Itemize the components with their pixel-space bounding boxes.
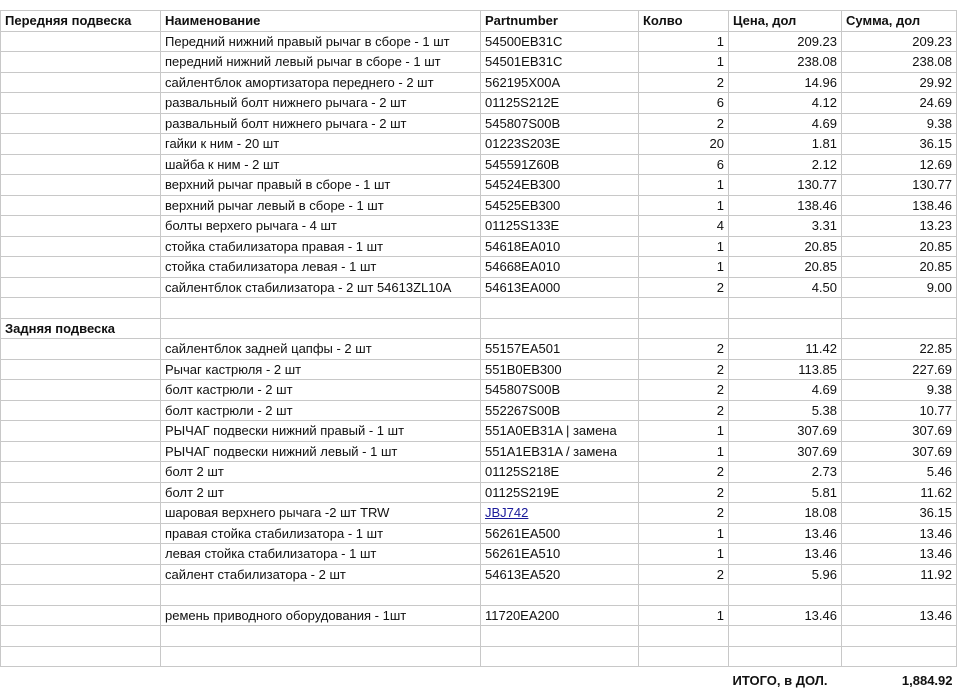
sum-cell[interactable]: 11.92 xyxy=(842,564,957,585)
partnumber-cell[interactable]: 562195X00A xyxy=(481,72,639,93)
section-cell[interactable] xyxy=(1,544,161,565)
name-cell[interactable]: гайки к ним - 20 шт xyxy=(161,134,481,155)
sum-cell[interactable]: 307.69 xyxy=(842,421,957,442)
qty-cell[interactable]: 1 xyxy=(639,52,729,73)
sum-cell[interactable]: 130.77 xyxy=(842,175,957,196)
qty-cell[interactable]: 4 xyxy=(639,216,729,237)
partnumber-cell[interactable]: 54501EB31C xyxy=(481,52,639,73)
section-cell[interactable] xyxy=(1,482,161,503)
price-cell[interactable]: 2.73 xyxy=(729,462,842,483)
table-body xyxy=(1,11,957,693)
empty-cell[interactable] xyxy=(842,298,957,319)
partnumber-cell[interactable]: 01125S133E xyxy=(481,216,639,237)
qty-cell[interactable]: 20 xyxy=(639,134,729,155)
name-cell[interactable]: Передний нижний правый рычаг в сборе - 1 шт xyxy=(161,31,481,52)
name-cell[interactable]: сайлентблок амортизатора переднего - 2 шт xyxy=(161,72,481,93)
table-row xyxy=(1,257,957,278)
section-cell[interactable] xyxy=(1,523,161,544)
section-cell[interactable] xyxy=(1,216,161,237)
section-cell[interactable] xyxy=(1,93,161,114)
qty-cell[interactable]: 2 xyxy=(639,482,729,503)
name-cell[interactable]: правая стойка стабилизатора - 1 шт xyxy=(161,523,481,544)
empty-row xyxy=(1,298,957,319)
empty-cell[interactable] xyxy=(842,626,957,647)
header-cell-qty[interactable]: Колво xyxy=(639,11,729,32)
qty-cell[interactable]: 6 xyxy=(639,154,729,175)
qty-cell[interactable]: 6 xyxy=(639,93,729,114)
qty-cell[interactable]: 2 xyxy=(639,113,729,134)
sum-cell[interactable]: 22.85 xyxy=(842,339,957,360)
qty-cell[interactable]: 1 xyxy=(639,175,729,196)
section-row-rear xyxy=(1,318,957,339)
empty-cell[interactable] xyxy=(639,626,729,647)
partnumber-cell[interactable]: 01223S203E xyxy=(481,134,639,155)
partnumber-cell[interactable]: 54500EB31C xyxy=(481,31,639,52)
empty-cell[interactable] xyxy=(639,298,729,319)
name-cell[interactable]: болт кастрюли - 2 шт xyxy=(161,400,481,421)
name-cell[interactable]: передний нижний левый рычаг в сборе - 1 шт xyxy=(161,52,481,73)
table-row xyxy=(1,380,957,401)
section-cell[interactable] xyxy=(1,359,161,380)
section-cell[interactable] xyxy=(1,113,161,134)
sum-cell[interactable]: 13.46 xyxy=(842,605,957,626)
partnumber-cell[interactable]: 56261EA500 xyxy=(481,523,639,544)
qty-cell[interactable]: 2 xyxy=(639,277,729,298)
empty-cell xyxy=(161,667,481,693)
sum-cell[interactable]: 29.92 xyxy=(842,72,957,93)
sum-cell[interactable]: 9.38 xyxy=(842,380,957,401)
partnumber-cell[interactable]: 54618EA010 xyxy=(481,236,639,257)
sum-cell[interactable]: 227.69 xyxy=(842,359,957,380)
name-cell[interactable]: сайлентблок задней цапфы - 2 шт xyxy=(161,339,481,360)
empty-cell[interactable] xyxy=(842,585,957,606)
header-cell-partnumber[interactable]: Partnumber xyxy=(481,11,639,32)
empty-cell[interactable] xyxy=(639,646,729,667)
partnumber-cell[interactable]: 54668EA010 xyxy=(481,257,639,278)
spreadsheet-table xyxy=(0,10,957,693)
name-cell[interactable]: болт 2 шт xyxy=(161,462,481,483)
sum-cell[interactable]: 24.69 xyxy=(842,93,957,114)
partnumber-cell[interactable]: 54524EB300 xyxy=(481,175,639,196)
section-cell[interactable] xyxy=(1,339,161,360)
header-row xyxy=(1,11,957,32)
qty-cell[interactable]: 1 xyxy=(639,523,729,544)
empty-row xyxy=(1,646,957,667)
sum-cell[interactable]: 13.23 xyxy=(842,216,957,237)
qty-cell[interactable]: 2 xyxy=(639,462,729,483)
table-row xyxy=(1,52,957,73)
section-cell[interactable] xyxy=(1,564,161,585)
table-row xyxy=(1,400,957,421)
section-cell[interactable] xyxy=(1,72,161,93)
name-cell[interactable]: болты верхего рычага - 4 шт xyxy=(161,216,481,237)
partnumber-cell[interactable]: 552267S00B xyxy=(481,400,639,421)
price-cell[interactable]: 209.23 xyxy=(729,31,842,52)
sum-cell[interactable]: 20.85 xyxy=(842,236,957,257)
table-row xyxy=(1,421,957,442)
partnumber-cell[interactable]: 01125S219E xyxy=(481,482,639,503)
partnumber-cell[interactable]: 551A0EB31A | замена xyxy=(481,421,639,442)
empty-cell[interactable] xyxy=(639,585,729,606)
section-cell[interactable] xyxy=(1,503,161,524)
empty-cell[interactable] xyxy=(729,646,842,667)
sum-cell[interactable]: 238.08 xyxy=(842,52,957,73)
partnumber-cell[interactable]: 01125S218E xyxy=(481,462,639,483)
empty-cell[interactable] xyxy=(481,626,639,647)
qty-cell[interactable]: 1 xyxy=(639,195,729,216)
qty-cell[interactable]: 1 xyxy=(639,421,729,442)
empty-cell[interactable] xyxy=(1,646,161,667)
name-cell[interactable]: шаровая верхнего рычага -2 шт TRW xyxy=(161,503,481,524)
sum-cell[interactable]: 36.15 xyxy=(842,503,957,524)
empty-cell[interactable] xyxy=(161,646,481,667)
sum-cell[interactable]: 13.46 xyxy=(842,544,957,565)
name-cell[interactable]: развальный болт нижнего рычага - 2 шт xyxy=(161,113,481,134)
price-cell[interactable]: 13.46 xyxy=(729,605,842,626)
partnumber-cell[interactable]: 11720EA200 xyxy=(481,605,639,626)
qty-cell[interactable]: 2 xyxy=(639,400,729,421)
price-cell[interactable]: 5.38 xyxy=(729,400,842,421)
partnumber-link[interactable]: JBJ742 xyxy=(485,505,528,520)
table-row xyxy=(1,523,957,544)
qty-cell[interactable]: 1 xyxy=(639,441,729,462)
section-cell[interactable] xyxy=(1,257,161,278)
sum-cell[interactable]: 36.15 xyxy=(842,134,957,155)
header-cell-name[interactable]: Наименование xyxy=(161,11,481,32)
header-cell-price[interactable]: Цена, дол xyxy=(729,11,842,32)
qty-cell[interactable]: 1 xyxy=(639,544,729,565)
section-cell[interactable] xyxy=(1,154,161,175)
partnumber-cell[interactable]: 545591Z60B xyxy=(481,154,639,175)
empty-cell xyxy=(481,667,639,693)
empty-cell[interactable] xyxy=(481,585,639,606)
empty-cell[interactable] xyxy=(842,646,957,667)
price-cell[interactable]: 5.81 xyxy=(729,482,842,503)
empty-cell xyxy=(1,667,161,693)
price-cell[interactable]: 4.69 xyxy=(729,113,842,134)
sum-cell[interactable]: 9.00 xyxy=(842,277,957,298)
qty-cell[interactable]: 1 xyxy=(639,236,729,257)
sum-cell[interactable]: 9.38 xyxy=(842,113,957,134)
section-cell[interactable] xyxy=(1,421,161,442)
sum-cell[interactable]: 10.77 xyxy=(842,400,957,421)
sum-cell[interactable]: 5.46 xyxy=(842,462,957,483)
empty-cell[interactable] xyxy=(161,298,481,319)
sum-cell[interactable]: 307.69 xyxy=(842,441,957,462)
name-cell[interactable]: РЫЧАГ подвески нижний правый - 1 шт xyxy=(161,421,481,442)
table-row xyxy=(1,339,957,360)
table-row xyxy=(1,482,957,503)
name-cell[interactable]: Рычаг кастрюля - 2 шт xyxy=(161,359,481,380)
empty-cell xyxy=(639,667,729,693)
empty-row xyxy=(1,626,957,647)
qty-cell[interactable]: 2 xyxy=(639,503,729,524)
section-cell[interactable] xyxy=(1,277,161,298)
sum-cell[interactable]: 13.46 xyxy=(842,523,957,544)
empty-cell[interactable] xyxy=(161,626,481,647)
price-cell[interactable]: 130.77 xyxy=(729,175,842,196)
section-cell[interactable] xyxy=(1,175,161,196)
section-cell[interactable] xyxy=(1,441,161,462)
price-cell[interactable]: 4.12 xyxy=(729,93,842,114)
table-row xyxy=(1,134,957,155)
price-cell[interactable]: 5.96 xyxy=(729,564,842,585)
section-cell[interactable] xyxy=(1,31,161,52)
total-value[interactable]: 1,884.92 xyxy=(842,667,957,693)
section-cell[interactable] xyxy=(1,605,161,626)
table-row xyxy=(1,175,957,196)
price-cell[interactable]: 307.69 xyxy=(729,441,842,462)
table-row xyxy=(1,93,957,114)
table-row xyxy=(1,154,957,175)
empty-cell[interactable] xyxy=(481,298,639,319)
price-cell[interactable]: 2.12 xyxy=(729,154,842,175)
price-cell[interactable]: 20.85 xyxy=(729,257,842,278)
empty-cell[interactable] xyxy=(729,318,842,339)
price-cell[interactable]: 13.46 xyxy=(729,544,842,565)
qty-cell[interactable]: 2 xyxy=(639,564,729,585)
partnumber-cell[interactable]: 54613EA520 xyxy=(481,564,639,585)
qty-cell[interactable]: 1 xyxy=(639,605,729,626)
table-row xyxy=(1,564,957,585)
header-cell-section[interactable]: Передняя подвеска xyxy=(1,11,161,32)
partnumber-cell[interactable]: 551A1EB31A / замена xyxy=(481,441,639,462)
empty-cell[interactable] xyxy=(481,646,639,667)
partnumber-cell[interactable]: 545807S00B xyxy=(481,380,639,401)
qty-cell[interactable]: 2 xyxy=(639,380,729,401)
price-cell[interactable]: 14.96 xyxy=(729,72,842,93)
section-cell[interactable] xyxy=(1,400,161,421)
price-cell[interactable]: 138.46 xyxy=(729,195,842,216)
table-row xyxy=(1,503,957,524)
price-cell[interactable]: 20.85 xyxy=(729,236,842,257)
name-cell[interactable]: болт 2 шт xyxy=(161,482,481,503)
table-row xyxy=(1,72,957,93)
name-cell[interactable]: болт кастрюли - 2 шт xyxy=(161,380,481,401)
partnumber-cell[interactable]: 545807S00B xyxy=(481,113,639,134)
table-row xyxy=(1,441,957,462)
empty-cell[interactable] xyxy=(842,318,957,339)
name-cell[interactable]: РЫЧАГ подвески нижний левый - 1 шт xyxy=(161,441,481,462)
price-cell[interactable]: 4.50 xyxy=(729,277,842,298)
price-cell[interactable]: 307.69 xyxy=(729,421,842,442)
qty-cell[interactable]: 2 xyxy=(639,339,729,360)
section-cell[interactable] xyxy=(1,236,161,257)
empty-cell[interactable] xyxy=(161,318,481,339)
name-cell[interactable]: стойка стабилизатора правая - 1 шт xyxy=(161,236,481,257)
name-cell[interactable]: развальный болт нижнего рычага - 2 шт xyxy=(161,93,481,114)
price-cell[interactable]: 13.46 xyxy=(729,523,842,544)
section-cell[interactable] xyxy=(1,134,161,155)
name-cell[interactable]: шайба к ним - 2 шт xyxy=(161,154,481,175)
partnumber-cell[interactable]: 54613EA000 xyxy=(481,277,639,298)
empty-cell[interactable] xyxy=(1,585,161,606)
qty-cell[interactable]: 1 xyxy=(639,257,729,278)
partnumber-cell[interactable] xyxy=(481,503,639,524)
price-cell[interactable]: 18.08 xyxy=(729,503,842,524)
name-cell[interactable]: ремень приводного оборудования - 1шт xyxy=(161,605,481,626)
table-row xyxy=(1,462,957,483)
table-row xyxy=(1,113,957,134)
empty-cell[interactable] xyxy=(729,585,842,606)
sum-cell[interactable]: 209.23 xyxy=(842,31,957,52)
partnumber-cell[interactable]: 54525EB300 xyxy=(481,195,639,216)
table-row xyxy=(1,216,957,237)
name-cell[interactable]: верхний рычаг правый в сборе - 1 шт xyxy=(161,175,481,196)
section-title-rear[interactable]: Задняя подвеска xyxy=(1,318,161,339)
empty-cell[interactable] xyxy=(161,585,481,606)
name-cell[interactable]: сайлент стабилизатора - 2 шт xyxy=(161,564,481,585)
empty-cell[interactable] xyxy=(639,318,729,339)
section-cell[interactable] xyxy=(1,380,161,401)
price-cell[interactable]: 113.85 xyxy=(729,359,842,380)
section-cell[interactable] xyxy=(1,195,161,216)
table-row xyxy=(1,195,957,216)
section-cell[interactable] xyxy=(1,462,161,483)
qty-cell[interactable]: 2 xyxy=(639,359,729,380)
header-cell-sum[interactable]: Сумма, дол xyxy=(842,11,957,32)
qty-cell[interactable]: 2 xyxy=(639,72,729,93)
partnumber-cell[interactable]: 551B0EB300 xyxy=(481,359,639,380)
sum-cell[interactable]: 11.62 xyxy=(842,482,957,503)
name-cell[interactable]: стойка стабилизатора левая - 1 шт xyxy=(161,257,481,278)
partnumber-cell[interactable]: 55157EA501 xyxy=(481,339,639,360)
table-row xyxy=(1,31,957,52)
name-cell[interactable]: сайлентблок стабилизатора - 2 шт 54613ZL10A xyxy=(161,277,481,298)
total-row xyxy=(1,667,957,693)
partnumber-cell[interactable]: 01125S212E xyxy=(481,93,639,114)
price-cell[interactable]: 11.42 xyxy=(729,339,842,360)
empty-cell[interactable] xyxy=(1,626,161,647)
price-cell[interactable]: 1.81 xyxy=(729,134,842,155)
qty-cell[interactable]: 1 xyxy=(639,31,729,52)
table-row xyxy=(1,359,957,380)
empty-row xyxy=(1,585,957,606)
partnumber-cell[interactable]: 56261EA510 xyxy=(481,544,639,565)
table-row xyxy=(1,605,957,626)
sum-cell[interactable]: 20.85 xyxy=(842,257,957,278)
price-cell[interactable]: 238.08 xyxy=(729,52,842,73)
section-cell[interactable] xyxy=(1,52,161,73)
table-row xyxy=(1,277,957,298)
total-label[interactable]: ИТОГО, в ДОЛ. xyxy=(729,667,842,693)
sum-cell[interactable]: 138.46 xyxy=(842,195,957,216)
name-cell[interactable]: левая стойка стабилизатора - 1 шт xyxy=(161,544,481,565)
empty-cell[interactable] xyxy=(729,626,842,647)
empty-cell[interactable] xyxy=(1,298,161,319)
table-row xyxy=(1,236,957,257)
price-cell[interactable]: 4.69 xyxy=(729,380,842,401)
sum-cell[interactable]: 12.69 xyxy=(842,154,957,175)
empty-cell[interactable] xyxy=(481,318,639,339)
empty-cell[interactable] xyxy=(729,298,842,319)
name-cell[interactable]: верхний рычаг левый в сборе - 1 шт xyxy=(161,195,481,216)
table-row xyxy=(1,544,957,565)
price-cell[interactable]: 3.31 xyxy=(729,216,842,237)
